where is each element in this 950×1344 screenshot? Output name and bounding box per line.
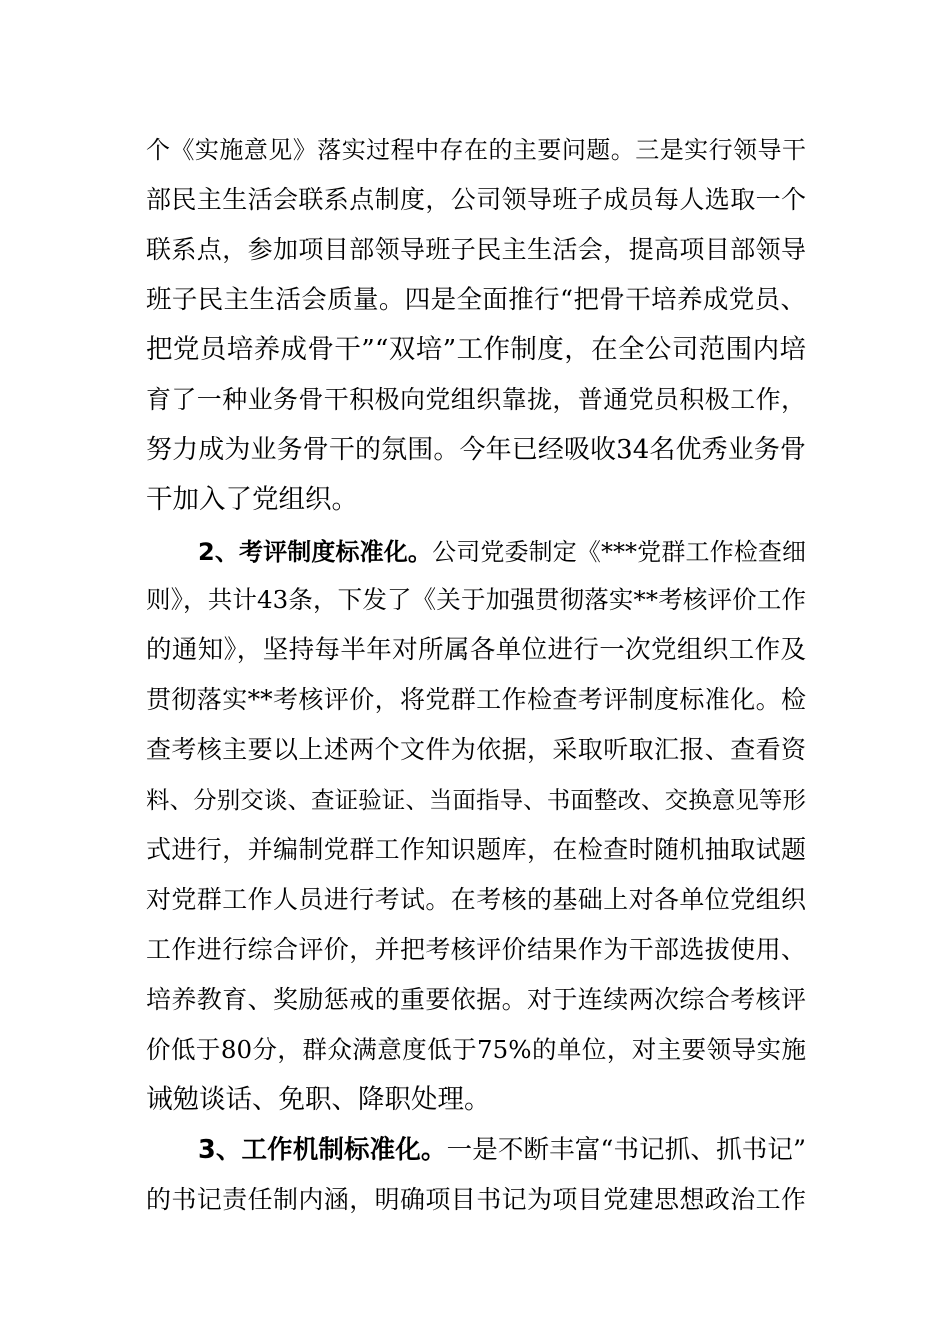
paragraph-line: 式进行，并编制党群工作知识题库，在检查时随机抽取试题 xyxy=(146,835,806,864)
section-first-line xyxy=(198,535,806,569)
paragraph-line: 育了一种业务骨干积极向党组织靠拢，普通党员积极工作， xyxy=(146,385,806,414)
paragraph-line: 班子民主生活会质量。四是全面推行“把骨干培养成党员、 xyxy=(146,285,806,315)
paragraph-line: 则》，共计43条，下发了《关于加强贯彻落实**考核评价工作 xyxy=(146,585,806,614)
paragraph-line: 培养教育、奖励惩戒的重要依据。对于连续两次综合考核评 xyxy=(146,985,806,1014)
paragraph-line: 贯彻落实**考核评价，将党群工作检查考评制度标准化。检 xyxy=(146,685,806,714)
paragraph-line: 的通知》，坚持每半年对所属各单位进行一次党组织工作及 xyxy=(146,635,806,665)
section-first-line xyxy=(198,1133,806,1167)
paragraph-line: 查考核主要以上述两个文件为依据，采取听取汇报、查看资 xyxy=(146,735,806,764)
paragraph-line: 努力成为业务骨干的氛围。今年已经吸收34名优秀业务骨 xyxy=(146,435,806,465)
paragraph-line: 部民主生活会联系点制度，公司领导班子成员每人选取一个 xyxy=(146,185,806,214)
paragraph-line: 价低于80分，群众满意度低于75%的单位，对主要领导实施 xyxy=(146,1035,806,1064)
paragraph-line: 对党群工作人员进行考试。在考核的基础上对各单位党组织 xyxy=(146,885,806,914)
paragraph-line: 干加入了党组织。 xyxy=(146,484,358,515)
paragraph-line: 联系点，参加项目部领导班子民主生活会，提高项目部领导 xyxy=(146,235,806,264)
section-text: 一是不断丰富“书记抓、抓书记” xyxy=(446,1135,806,1165)
paragraph-line: 把党员培养成骨干”“双培”工作制度，在全公司范围内培 xyxy=(146,334,806,365)
paragraph-line: 的书记责任制内涵，明确项目书记为项目党建思想政治工作 xyxy=(146,1185,806,1214)
paragraph-line: 工作进行综合评价，并把考核评价结果作为干部选拔使用、 xyxy=(146,935,806,964)
paragraph-line: 料、分别交谈、查证验证、当面指导、书面整改、交换意见等形 xyxy=(146,786,806,814)
paragraph-line: 个《实施意见》落实过程中存在的主要问题。三是实行领导干 xyxy=(146,136,806,164)
section-heading: 2、考评制度标准化。 xyxy=(198,538,433,566)
section-heading: 3、工作机制标准化。 xyxy=(198,1135,447,1165)
paragraph-line: 诫勉谈话、免职、降职处理。 xyxy=(146,1084,491,1115)
section-text: 公司党委制定《***党群工作检查细 xyxy=(432,538,806,566)
